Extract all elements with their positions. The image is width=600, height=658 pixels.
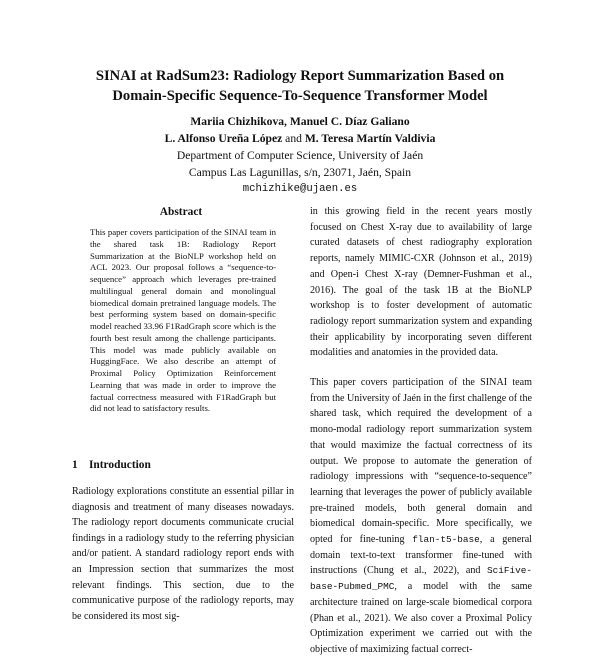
affiliation-department: Department of Computer Science, University of Jaén: [176, 149, 424, 162]
section-title: Introduction: [89, 459, 151, 471]
right-paragraph-1: in this growing field in the recent years mostly focused on Chest X-ray due to availability of large curated datasets of chest radiography exploration reports, namely MIMIC-CXR (Johnson et al., 2019) and Open-i Chest X-ray (Demner-Fushman et al., 2016). The goal of the task 1B at the BioNLP workshop is to foster development of automatic radiology report summarization system and expanding their applicability by incorporating seven different modalities and anatomies in the provided data.: [310, 206, 532, 359]
abstract-heading: Abstract: [159, 206, 203, 218]
author-urena: L. Alfonso Ureña López: [164, 132, 283, 145]
paper-title: [40, 66, 560, 106]
p2-text-a: This paper covers participation of the SINAI team from the University of Jaén in the first challenge of the shared task, which required the development of a mono-modal radiology report summarization system that would maximize the factual correctness of its output. We propose to automate the generation of radiology impressions with “sequence-to-sequence” learning that leverages the power of publicly available pre-trained models, both general domain and biomedical domain-specific. More specifically, we opted for fine-tuning: [310, 377, 532, 546]
author-email: mchizhike@ujaen.es: [242, 183, 358, 195]
right-paragraph-2: [310, 375, 532, 658]
model-name-flan: flan-t5-base: [412, 534, 480, 546]
introduction-text: Radiology explorations constitute an essential pillar in diagnosis and treatment of many diseases nowadays. The radiology report documents communicate crucial findings in a radiology study to the referring physician and/or patient. A standard radiology report ends with an Impression section that summarizes the most relevant findings. This section, due to the communicative purpose of the radiology reports, may be considered its most sig-: [72, 486, 294, 622]
model-name-scifive: SciFive-base-Pubmed_PMC: [310, 565, 532, 593]
section-number: 1: [72, 459, 78, 471]
right-column: [310, 204, 532, 658]
authors-line-2: [40, 130, 560, 147]
author-martin: M. Teresa Martín Valdivia: [304, 132, 436, 145]
title-line-2: Domain-Specific Sequence-To-Sequence Transformer Model: [112, 88, 488, 104]
author-block: [40, 113, 560, 198]
p2-text-c: , a model with the same architecture trained on large-scale biomedical corpora (Phan et al., 2021). We also cover a Proximal Policy Optimization experiment we carried out with the objective of maximizing factual correct-: [310, 581, 532, 655]
p2-text-b: , a general domain text-to-text transformer fine-tuned with instructions (Chung et al., 2022), and: [310, 534, 532, 577]
affiliation-address: Campus Las Lagunillas, s/n, 23071, Jaén, Spain: [188, 166, 412, 179]
authors-and: and: [285, 132, 302, 145]
title-line-1: SINAI at RadSum23: Radiology Report Summarization Based on: [95, 68, 505, 84]
introduction-heading: [72, 459, 292, 471]
abstract-text: This paper covers participation of the SINAI team in the shared task 1B: Radiology Report Summarization at the BioNLP workshop held on ACL 2023. Our proposal follows a “sequence-to-sequence” approach which leverages pre-trained multilingual general domain and monolingual biomedical domain pretrained language models. The best performing system based on domain-specific model reached 33.96 F1RadGraph score which is the fourth best result among the challenge participants. This model was made publicly available on HuggingFace. We also describe an attempt of Proximal Policy Optimization Reinforcement Learning that was made in order to improve the factual correctness measured with F1RadGraph but did not lead to satisfactory results.: [90, 227, 276, 414]
authors-line-1: Mariia Chizhikova, Manuel C. Díaz Galiano: [190, 115, 410, 128]
